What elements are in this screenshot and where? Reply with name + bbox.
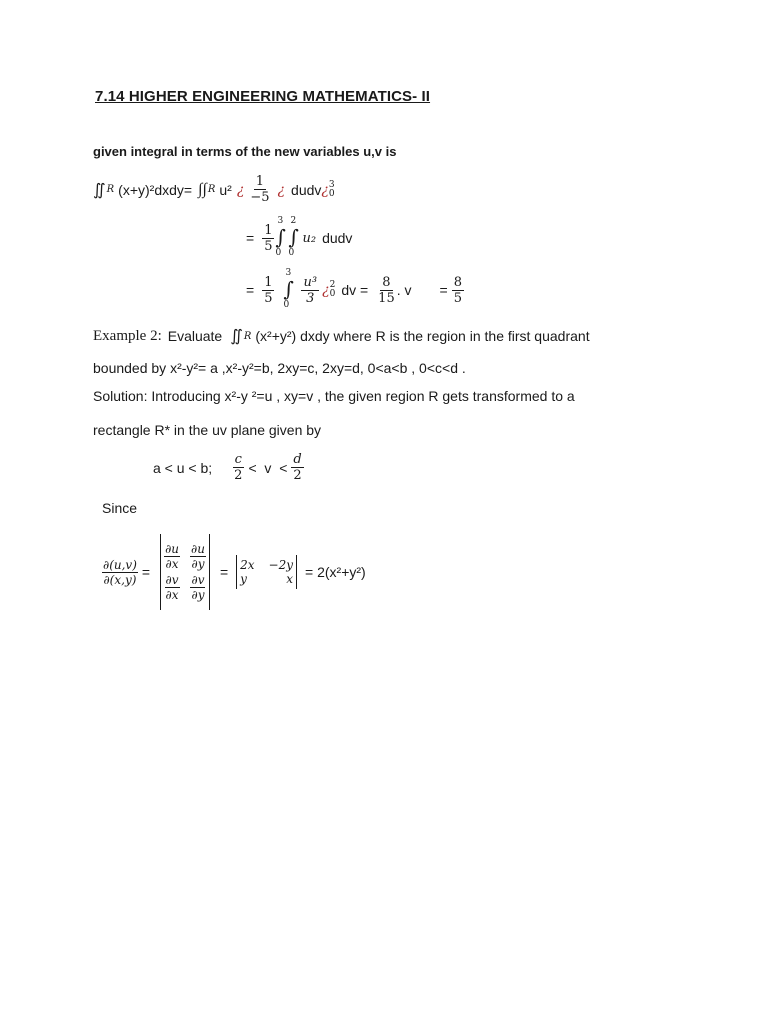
limits xyxy=(330,281,336,299)
u-bounds: a < u < b; xyxy=(153,459,213,476)
double-integral-symbol: ∬ xyxy=(230,328,243,345)
fraction-numerator: 1 xyxy=(264,222,273,238)
fraction xyxy=(452,275,464,306)
intro-text: given integral in terms of the new variables u,v is xyxy=(93,144,397,159)
upper-limit: 3 xyxy=(277,216,284,226)
fraction xyxy=(376,275,397,306)
red-mark: ¿ xyxy=(321,181,329,198)
solution-line: Solution: Introducing x²-y ²=u , xy=v , the given region R gets transformed to a xyxy=(93,388,575,404)
differential: dudv xyxy=(291,181,322,198)
fraction-numerator: 8 xyxy=(382,274,391,290)
fraction-denominator: 5 xyxy=(264,290,273,306)
fraction-denominator: 5 xyxy=(453,290,462,306)
example-label: Example 2: xyxy=(93,327,162,344)
fraction-denominator: 3 xyxy=(306,290,315,306)
matrix-cell: ∂v ∂y xyxy=(191,573,205,602)
upper-limit: 3 xyxy=(328,179,335,190)
limits xyxy=(329,181,335,199)
page-header: 7.14 HIGHER ENGINEERING MATHEMATICS- II xyxy=(95,88,431,105)
fraction-denominator: −5 xyxy=(250,190,270,205)
example-line-4: rectangle R* in the uv plane given by xyxy=(93,422,322,438)
matrix-cell: 2x xyxy=(240,558,255,572)
upper-limit: 2 xyxy=(290,216,297,226)
integral-sign: 2 ∫ 0 xyxy=(288,216,299,258)
lower-limit: 0 xyxy=(288,248,295,258)
example-line-1 xyxy=(93,326,590,346)
lower-limit: 0 xyxy=(328,188,335,199)
matrix-cell: ∂u ∂x xyxy=(165,542,180,571)
region-label: R xyxy=(106,184,115,195)
equals-sign: = xyxy=(439,282,448,298)
jacobian-result: = 2(x²+y²) xyxy=(305,564,366,580)
fraction xyxy=(232,452,244,483)
fraction-denominator: ∂(x,y) xyxy=(103,572,137,587)
integral-sign: 3 ∫ 0 xyxy=(283,268,294,310)
fraction xyxy=(291,452,303,483)
differential: dudv xyxy=(322,230,353,246)
region-label: R xyxy=(243,330,252,342)
matrix-cell: ∂u ∂y xyxy=(191,542,205,571)
since-text: Since xyxy=(102,500,138,516)
equals-sign: = xyxy=(246,282,255,298)
rhs-integral-symbol: ∫∫ xyxy=(198,180,207,198)
fraction-numerator: c xyxy=(234,452,242,467)
equals-sign: = xyxy=(246,230,255,246)
fraction-denominator: 15 xyxy=(378,290,395,306)
jacobian-lhs xyxy=(102,558,138,587)
lower-limit: 0 xyxy=(283,300,290,310)
matrix-cell: x xyxy=(286,572,294,586)
matrix-cell: y xyxy=(240,572,247,586)
differential: dv = xyxy=(341,282,369,298)
v-bounds: < v < xyxy=(248,459,288,476)
region-label: R xyxy=(207,184,216,195)
fraction-denominator: 2 xyxy=(234,468,243,483)
jacobian-equation xyxy=(102,534,366,610)
partial-derivative-determinant xyxy=(160,534,210,610)
fraction-numerator: ∂(u,v) xyxy=(103,557,137,572)
red-mark: ¿ xyxy=(277,181,286,198)
fraction xyxy=(262,275,274,306)
example-text: (x²+y²) dxdy where R is the region in the first quadrant xyxy=(255,328,590,344)
fraction-numerator: d xyxy=(293,452,302,467)
red-mark: ¿ xyxy=(322,282,330,298)
equation-1 xyxy=(93,174,335,205)
fraction xyxy=(262,223,274,254)
example-line-2: bounded by x²-y²= a ,x²-y²=b, 2xy=c, 2xy=d, 0<a<b , 0<c<d . xyxy=(93,360,466,376)
lower-limit: 0 xyxy=(329,289,336,299)
variable-v: . v xyxy=(396,282,412,298)
matrix-cell: −2y xyxy=(268,558,294,572)
matrix-cell: ∂v ∂x xyxy=(165,573,179,602)
fraction-numerator: 1 xyxy=(255,174,265,189)
fraction-numerator: u³ xyxy=(303,274,318,290)
upper-limit: 2 xyxy=(329,280,336,290)
fraction-denominator: 2 xyxy=(293,468,302,483)
rhs-integrand: u² xyxy=(219,181,232,198)
bounds-line xyxy=(153,452,304,483)
upper-limit: 3 xyxy=(285,268,292,278)
lhs-integrand: (x+y)²dxdy= xyxy=(118,181,193,198)
integrand: u₂ xyxy=(302,230,317,246)
fraction xyxy=(248,174,271,205)
fraction xyxy=(301,275,319,306)
fraction-numerator: 1 xyxy=(264,274,273,290)
value-determinant xyxy=(236,555,297,589)
lower-limit: 0 xyxy=(275,248,282,258)
red-mark: ¿ xyxy=(236,181,245,198)
equation-2 xyxy=(246,218,352,258)
equals-sign: = xyxy=(141,564,151,580)
example-text: Evaluate xyxy=(167,328,223,344)
fraction-denominator: 5 xyxy=(264,238,273,254)
double-integral-symbol: ∬ xyxy=(93,181,106,199)
equals-sign: = xyxy=(219,564,229,580)
fraction-numerator: 8 xyxy=(453,274,462,290)
integral-sign: 3 ∫ 0 xyxy=(275,216,286,258)
equation-3 xyxy=(246,270,464,310)
